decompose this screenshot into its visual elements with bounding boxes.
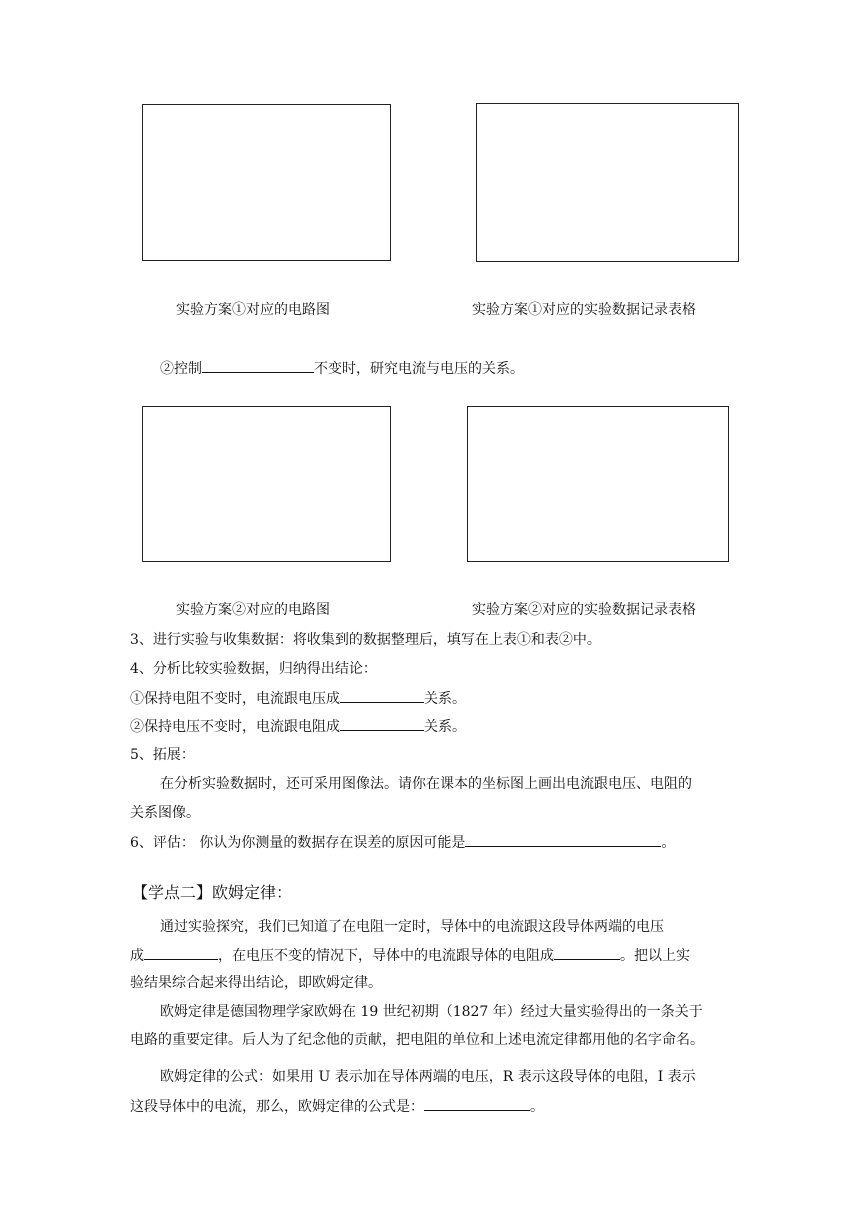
step-6-suffix: 。 — [661, 835, 676, 851]
section2-p3-line1: 欧姆定律的公式：如果用 U 表示加在导体两端的电压，R 表示这段导体的电阻，I 表示 — [160, 1069, 696, 1085]
conclusion-1-blank[interactable] — [340, 688, 424, 703]
conclusion-2 — [130, 716, 466, 737]
conclusion-2-prefix: ②保持电压不变时，电流跟电阻成 — [130, 719, 340, 735]
conclusion-1 — [130, 688, 466, 709]
step-4: 4、分析比较实验数据，归纳得出结论： — [130, 661, 377, 677]
p1-blank-2[interactable] — [554, 945, 620, 960]
plan1-table-box — [476, 103, 739, 262]
conclusion-1-prefix: ①保持电阻不变时，电流跟电压成 — [130, 691, 340, 707]
plan2-table-caption: 实验方案②对应的实验数据记录表格 — [472, 602, 696, 618]
plan1-circuit-box — [142, 104, 391, 261]
conclusion-2-suffix: 关系。 — [424, 719, 466, 735]
section2-p1-line2 — [130, 945, 690, 966]
plan2-circuit-caption: 实验方案②对应的电路图 — [176, 602, 330, 618]
plan2-circuit-box — [142, 406, 391, 562]
step-5-body-1: 在分析实验数据时，还可采用图像法。请你在课本的坐标图上画出电流跟电压、电阻的 — [160, 776, 692, 792]
step-3: 3、进行实验与收集数据：将收集到的数据整理后，填写在上表①和表②中。 — [130, 632, 601, 648]
section2-p1-line1: 通过实验探究，我们已知道了在电阻一定时，导体中的电流跟这段导体两端的电压 — [160, 919, 664, 935]
p3-line2-b: 。 — [530, 1099, 544, 1115]
step-5: 5、拓展： — [130, 747, 195, 763]
control-blank[interactable] — [202, 358, 314, 373]
section2-heading: 【学点二】欧姆定律： — [132, 883, 293, 902]
control-line-suffix: 不变时，研究电流与电压的关系。 — [314, 361, 524, 377]
step-6 — [130, 832, 675, 853]
p3-line2-a: 这段导体中的电流，那么，欧姆定律的公式是： — [130, 1099, 424, 1115]
control-line — [160, 358, 524, 379]
section2-p2-line1: 欧姆定律是德国物理学家欧姆在 19 世纪初期（1827 年）经过大量实验得出的一条关于 — [160, 1004, 703, 1020]
p1-line2-c: 。把以上实 — [620, 948, 690, 964]
plan1-circuit-caption: 实验方案①对应的电路图 — [176, 302, 330, 318]
conclusion-2-blank[interactable] — [340, 716, 424, 731]
conclusion-1-suffix: 关系。 — [424, 691, 466, 707]
plan1-table-caption: 实验方案①对应的实验数据记录表格 — [472, 302, 696, 318]
plan2-table-box — [467, 406, 729, 562]
formula-blank[interactable] — [424, 1096, 530, 1111]
p1-line2-a: 成 — [130, 948, 144, 964]
section2-p1-line3: 验结果综合起来得出结论，即欧姆定律。 — [130, 975, 382, 991]
p1-line2-b: ，在电压不变的情况下，导体中的电流跟导体的电阻成 — [218, 948, 554, 964]
step-5-body-2: 关系图像。 — [130, 805, 200, 821]
step-6-prefix: 6、评估： 你认为你测量的数据存在误差的原因可能是 — [130, 835, 466, 851]
control-line-prefix: ②控制 — [160, 361, 202, 377]
section2-p2-line2: 电路的重要定律。后人为了纪念他的贡献，把电阻的单位和上述电流定律都用他的名字命名。 — [130, 1032, 704, 1048]
step-6-blank[interactable] — [465, 832, 661, 847]
section2-p3-line2 — [130, 1096, 544, 1117]
p1-blank-1[interactable] — [144, 945, 218, 960]
